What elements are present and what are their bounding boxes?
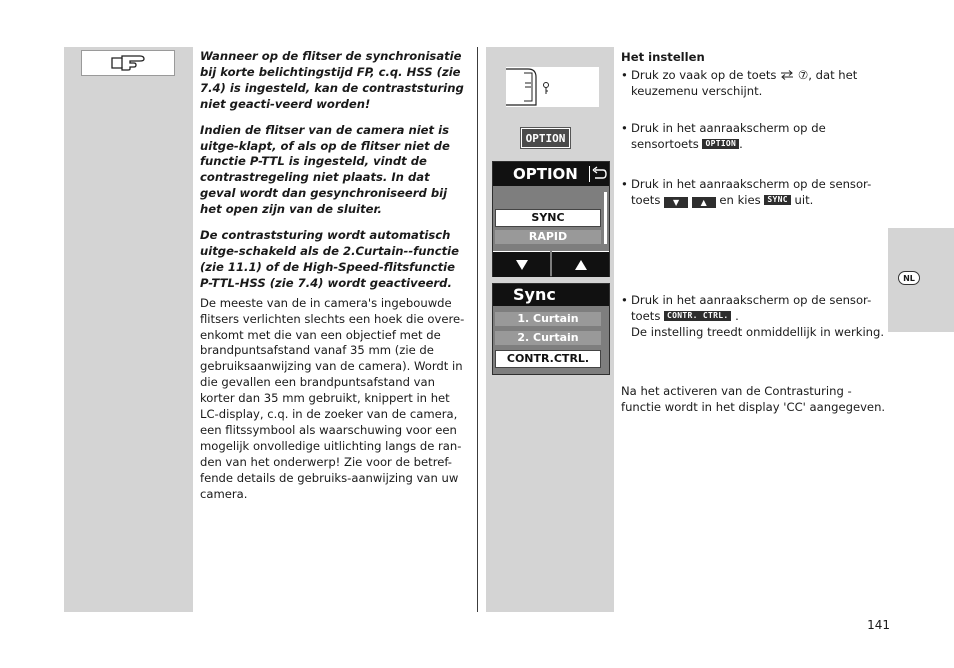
inline-down-arrow-icon: ▼	[664, 197, 688, 208]
option-menu-title: OPTION	[493, 162, 609, 186]
scrollbar[interactable]	[604, 192, 607, 244]
menu-item-contr-ctrl[interactable]: CONTR.CTRL.	[495, 350, 601, 368]
inline-contr-ctrl-button: CONTR. CTRL.	[664, 311, 731, 321]
camera-button-icon	[506, 67, 599, 107]
menu-item-sync[interactable]: SYNC	[495, 209, 601, 227]
right-text-block	[621, 49, 891, 414]
sync-menu-title: Sync	[493, 284, 609, 306]
scroll-down-button[interactable]	[493, 251, 550, 277]
scroll-up-button[interactable]	[552, 251, 609, 277]
language-badge: NL	[898, 271, 920, 285]
menu-item-second-curtain[interactable]: 2. Curtain	[495, 331, 601, 345]
back-icon[interactable]	[589, 166, 608, 182]
left-margin-column	[64, 47, 193, 612]
inline-up-arrow-icon: ▲	[692, 197, 716, 208]
step-4: • Druk in het aanraakscherm op de sensor-toets CONTR. CTRL. . De instelling treedt onmiddellijk in werking.	[621, 293, 885, 339]
note-auto-disable: De contraststuring wordt automatisch uitge-schakeld als de 2.Curtain--functie (zie 11.1) of de High-Speed-flitsfunctie P-TTL-HSS (zie 7.4) wordt geactiveerd.	[200, 228, 459, 290]
step-2: • Druk in het aanraakscherm op de sensortoets OPTION .	[621, 121, 826, 151]
inline-option-button: OPTION	[702, 139, 739, 149]
footer-note: Na het activeren van de Contrasturing - functie wordt in het display 'CC' aangegeven.	[621, 384, 886, 414]
step-1: • Druk zo vaak op de toets ⑦, dat het keuzemenu verschijnt.	[621, 68, 858, 98]
triangle-up-icon	[575, 260, 587, 270]
option-sensor-button[interactable]: OPTION	[521, 128, 570, 148]
column-divider	[477, 47, 478, 612]
note-icon-box	[81, 50, 175, 76]
step-3: • Druk in het aanraakscherm op de sensor-toets ▼ ▲ en kies SYNC uit.	[621, 177, 872, 207]
section-heading: Het instellen	[621, 50, 705, 64]
left-text-block	[200, 49, 466, 512]
body-paragraph: De meeste van de in camera's ingebouwde flitsers verlichten slechts een hoek die overe-enkomt met die van een objectief met de brandpuntsafstand vanaf 35 mm (zie de gebruiksaanwijzing van de camera). Wordt in die gevallen een brandpuntsafstand van korter dan 35 mm gebruikt, knippert in het LC-display, c.q. in de zoeker van de camera, een flitssymbool als waarschuwing voor een mogelijk onvolledige uitlichting langs de ran-den van het onderwerp! Zie voor de betref-fende details de gebruiks-aanwijzing van uw camera.	[200, 295, 465, 501]
menu-item-rapid[interactable]: RAPID	[495, 230, 601, 244]
page-number: 141	[867, 618, 890, 632]
sync-menu-screen	[492, 283, 610, 375]
option-menu-screen	[492, 161, 610, 277]
note-flash-not-deployed: Indien de flitser van de camera niet is uitge-klapt, of als op de flitser niet de functie P-TTL is ingesteld, vindt de contrastregeling niet plaats. In dat geval wordt dan gesynchroniseerd bij het open zijn van de sluiter.	[200, 122, 450, 217]
pointing-hand-icon	[110, 54, 146, 72]
swap-arrows-icon	[780, 70, 794, 80]
menu-item-first-curtain[interactable]: 1. Curtain	[495, 312, 601, 326]
inline-sync-button: SYNC	[764, 195, 790, 205]
camera-key-illustration	[506, 67, 599, 107]
note-fp-hss: Wanneer op de flitser de synchronisatie bij korte belichtingstijd FP, c.q. HSS (zie 7.4) is ingesteld, kan de contraststuring niet geacti-veerd worden!	[200, 49, 464, 111]
triangle-down-icon	[516, 260, 528, 270]
